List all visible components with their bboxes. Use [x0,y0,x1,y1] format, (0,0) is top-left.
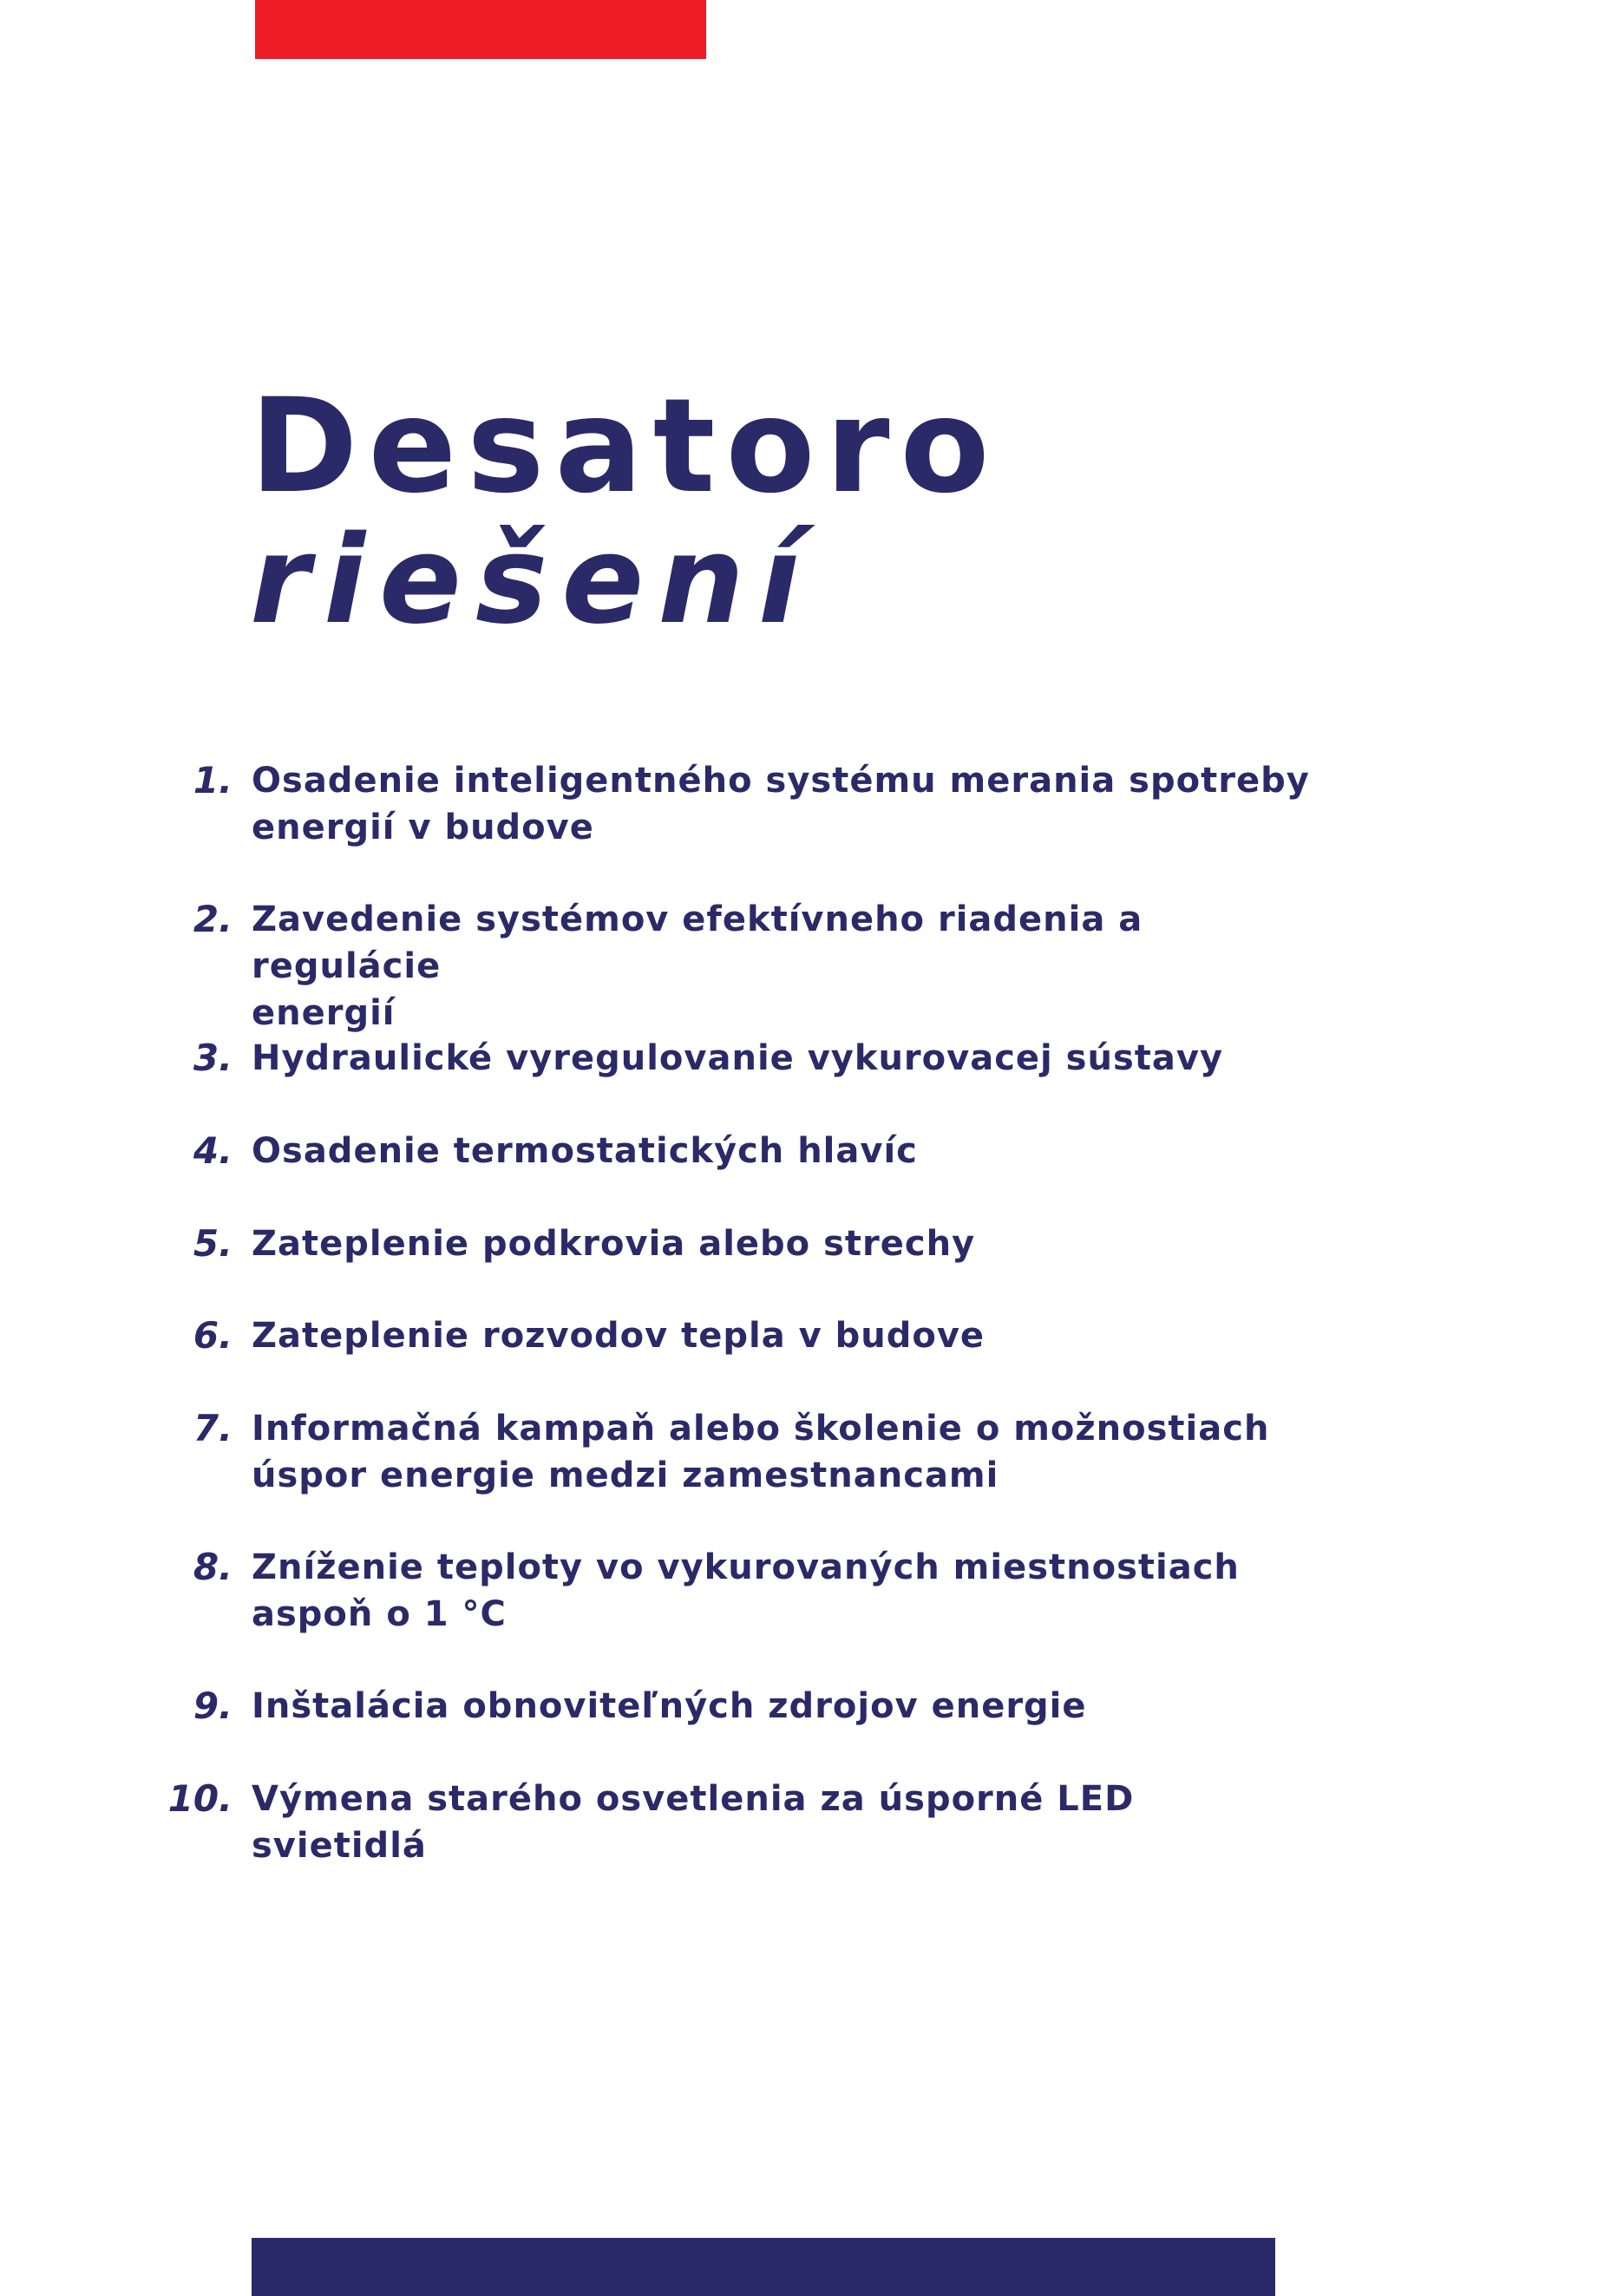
list-item-text [252,757,1319,851]
list-item-text [252,1544,1319,1638]
list-item-number: 9. [193,1684,232,1727]
list-item-text [252,1128,1319,1174]
list-item-number: 10. [167,1777,232,1820]
list-item-number: 5. [193,1222,232,1265]
page-title [250,371,1000,651]
list-item-number: 7. [193,1407,232,1449]
list-item-text [252,1683,1319,1730]
list-item-line: Osadenie termostatických hlavíc [252,1131,918,1171]
list-item-number: 1. [193,759,232,801]
list-item-text [252,1776,1319,1869]
list-item-text [252,896,1319,1037]
list-item-line: Zateplenie podkrovia alebo strechy [252,1224,976,1264]
list-item-number: 4. [193,1129,232,1172]
list-item-number: 6. [193,1314,232,1357]
list-item-line: Zateplenie rozvodov tepla v budove [252,1316,986,1356]
title-line-1: Desatoro [250,371,1000,522]
bottom-accent-bar [252,2238,1275,2296]
list-item-line: Výmena starého osvetlenia za úsporné LED svietidlá [252,1779,1135,1866]
title-line-2: riešení [250,510,814,651]
list-item-line: energií v budove [252,808,594,847]
list-item-text [252,1312,1319,1359]
list-item-number: 3. [193,1037,232,1079]
list-item-number: 2. [193,898,232,940]
list-item-line: aspoň o 1 °C [252,1594,507,1634]
list-item-line: energií [252,993,396,1033]
list-item-number: 8. [193,1546,232,1588]
list-item-line: Hydraulické vyregulovanie vykurovacej sústavy [252,1038,1224,1078]
list-item-text [252,1405,1319,1499]
list-item-text [252,1220,1319,1267]
list-item-line: Zavedenie systémov efektívneho riadenia a regulácie [252,899,1143,986]
list-item-line: Osadenie inteligentného systému merania spotreby [252,761,1310,801]
list-item-line: Inštalácia obnoviteľných zdrojov energie [252,1686,1087,1726]
list-item-line: úspor energie medzi zamestnancami [252,1455,999,1495]
list-item-line: Informačná kampaň alebo školenie o možnostiach [252,1409,1270,1449]
top-accent-bar [255,0,706,59]
list-item-text [252,1035,1319,1082]
list-item-line: Zníženie teploty vo vykurovaných miestnostiach [252,1547,1240,1587]
